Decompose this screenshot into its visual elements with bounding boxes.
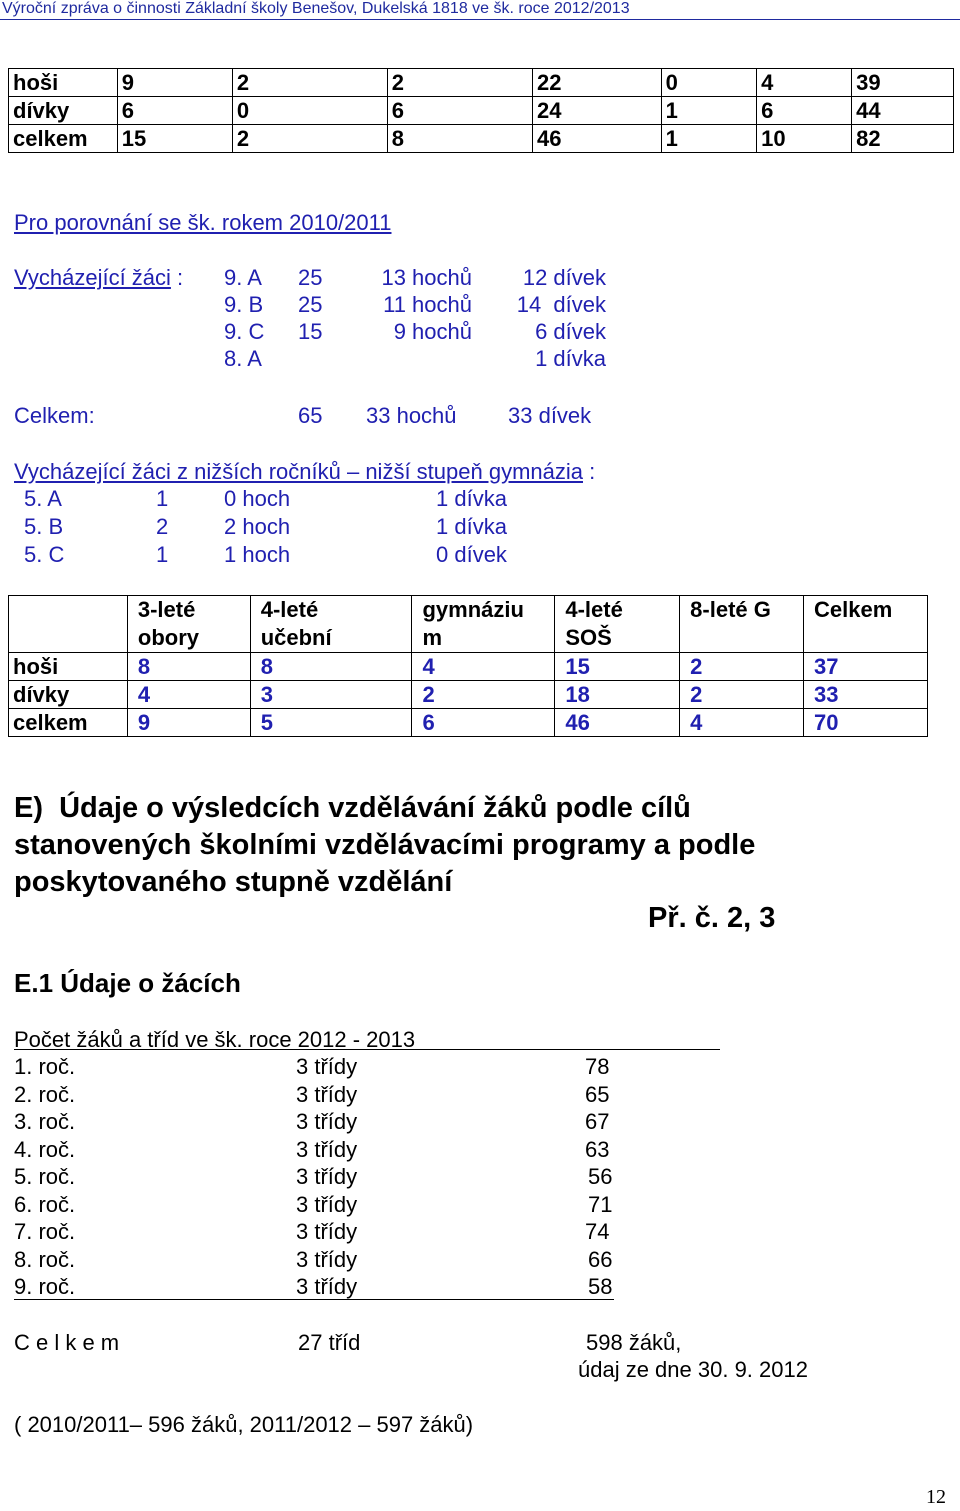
table-cell: 2 xyxy=(387,69,532,97)
table-cell: 4 xyxy=(127,681,250,709)
table-row xyxy=(9,709,928,737)
students-total-classes: 27 tříd xyxy=(298,1330,361,1355)
grade-count: 65 xyxy=(585,1081,610,1107)
lower-boys: 0 hoch xyxy=(224,486,291,511)
table-cell: 24 xyxy=(533,97,662,125)
lower-colon: : xyxy=(583,459,596,484)
students-total-label: C e l k e m xyxy=(14,1330,120,1355)
section-e-ref: Př. č. 2, 3 xyxy=(648,902,776,934)
grade-label: 5. roč. xyxy=(14,1164,76,1189)
table-header-cell xyxy=(9,596,128,653)
comparison-boys: 11 hochů xyxy=(383,292,472,317)
grade-count: 71 xyxy=(588,1191,613,1217)
comparison-total-label: Celkem: xyxy=(14,403,95,428)
table-header-cell: 8-leté G xyxy=(680,596,804,653)
comparison-count: 25 xyxy=(298,265,323,290)
table-cell: 1 xyxy=(661,97,757,125)
grade-classes: 3 třídy xyxy=(296,1191,358,1217)
lower-class: 5. B xyxy=(24,514,64,539)
grade-count: 66 xyxy=(588,1246,613,1272)
grade-label: 8. roč. xyxy=(14,1246,76,1272)
table-row xyxy=(9,125,954,153)
table-cell: hoši xyxy=(9,653,128,681)
comparison-class: 9. C xyxy=(224,319,265,344)
table-header-cell: Celkem xyxy=(804,596,928,653)
lower-class: 5. C xyxy=(24,542,65,567)
table-cell: 15 xyxy=(555,653,680,681)
table-cell: 2 xyxy=(232,125,387,153)
grade-classes: 3 třídy xyxy=(296,1164,358,1189)
table-cell: 18 xyxy=(555,681,680,709)
grade-count: 56 xyxy=(588,1164,613,1189)
comparison-girls: 12 dívek xyxy=(522,265,606,290)
lower-class: 5. A xyxy=(24,486,62,511)
students-title-line xyxy=(14,1049,720,1050)
grade-label: 9. roč. xyxy=(14,1274,76,1299)
comparison-colon: : xyxy=(170,265,184,290)
table-header-cell: gymnáziu m xyxy=(412,596,555,653)
table-cell: 0 xyxy=(661,69,757,97)
table-cell: 33 xyxy=(804,681,928,709)
table-row xyxy=(9,97,954,125)
page-number: 12 xyxy=(926,1486,946,1508)
table-cell: 4 xyxy=(680,709,804,737)
grade-classes: 3 třídy xyxy=(296,1136,358,1162)
table-cell: 4 xyxy=(412,653,555,681)
table-cell: 44 xyxy=(852,97,954,125)
students-total-date: údaj ze dne 30. 9. 2012 xyxy=(578,1357,808,1382)
grade-classes: 3 třídy xyxy=(296,1081,358,1107)
grade-count: 67 xyxy=(585,1109,610,1134)
grade-label: 7. roč. xyxy=(14,1219,76,1244)
comparison-boys: 13 hochů xyxy=(381,265,472,290)
lower-girls: 1 dívka xyxy=(436,486,507,511)
lower-girls: 1 dívka xyxy=(436,514,507,539)
table-cell: 6 xyxy=(117,97,232,125)
table-cell: celkem xyxy=(9,709,128,737)
table-cell: 70 xyxy=(804,709,928,737)
comparison-label-row xyxy=(14,264,183,291)
table-cell: 2 xyxy=(412,681,555,709)
grade-classes: 3 třídy xyxy=(296,1109,358,1134)
lower-count: 1 xyxy=(156,486,169,511)
table-header-cell: 4-leté SOŠ xyxy=(555,596,680,653)
grade-label: 3. roč. xyxy=(14,1109,76,1134)
lower-title-row xyxy=(14,458,595,485)
table-cell: 0 xyxy=(232,97,387,125)
grade-classes: 3 třídy xyxy=(296,1246,358,1272)
table-cell: 46 xyxy=(555,709,680,737)
grade-count: 78 xyxy=(585,1054,610,1079)
comparison-title: Pro porovnání se šk. rokem 2010/2011 xyxy=(14,210,392,235)
table-cell: 9 xyxy=(127,709,250,737)
comparison-class: 8. A xyxy=(224,346,262,371)
table-cell: 6 xyxy=(387,97,532,125)
table-cell: 3 xyxy=(250,681,412,709)
table-cell: 22 xyxy=(533,69,662,97)
table-cell: 9 xyxy=(117,69,232,97)
table-cell: 2 xyxy=(680,653,804,681)
table-cell: 37 xyxy=(804,653,928,681)
table-cell: 8 xyxy=(250,653,412,681)
table-cell: 15 xyxy=(117,125,232,153)
students-last-line xyxy=(14,1299,614,1300)
table-cell: 46 xyxy=(533,125,662,153)
table-cell: dívky xyxy=(9,97,118,125)
section-e1-heading: E.1 Údaje o žácích xyxy=(14,968,241,998)
document-header: Výroční zpráva o činnosti Základní školy Benešov, Dukelská 1818 ve šk. roce 2012/2013 xyxy=(0,0,960,20)
table-cell: 5 xyxy=(250,709,412,737)
table-row xyxy=(9,653,928,681)
table-cell: celkem xyxy=(9,125,118,153)
comparison-count: 15 xyxy=(298,319,323,344)
comparison-total-boys: 33 hochů xyxy=(366,403,457,428)
students-total-count: 598 žáků, xyxy=(586,1330,682,1355)
grade-classes: 3 třídy xyxy=(296,1054,358,1079)
table-cell: 2 xyxy=(680,681,804,709)
section-e-heading: E) Údaje o výsledcích vzdělávání žáků podle cílů stanovených školními vzdělávacími programy a podle poskytovaného stupně vzdělání xyxy=(14,792,756,898)
students-leaving-table xyxy=(8,68,954,153)
comparison-girls: 14 dívek xyxy=(516,292,606,317)
comparison-total-girls: 33 dívek xyxy=(508,403,592,428)
comparison-girls: 6 dívek xyxy=(535,319,606,344)
students-history-note: ( 2010/2011– 596 žáků, 2011/2012 – 597 žáků) xyxy=(14,1412,474,1437)
grade-classes: 3 třídy xyxy=(296,1274,358,1299)
graduates-destination-table xyxy=(8,595,928,737)
grade-classes: 3 třídy xyxy=(296,1219,358,1244)
comparison-class: 9. B xyxy=(224,292,264,317)
comparison-label: Vycházející žáci xyxy=(14,265,171,290)
table-cell: 2 xyxy=(232,69,387,97)
lower-title: Vycházející žáci z nižších ročníků – nižší stupeň gymnázia xyxy=(14,459,583,484)
comparison-count: 25 xyxy=(298,292,323,317)
grade-count: 63 xyxy=(585,1136,610,1162)
table-cell: 4 xyxy=(757,69,852,97)
grade-count: 58 xyxy=(588,1274,613,1299)
table-cell: 10 xyxy=(757,125,852,153)
comparison-total-n: 65 xyxy=(298,403,323,428)
table-cell: 8 xyxy=(387,125,532,153)
table-row xyxy=(9,69,954,97)
table-cell: 6 xyxy=(757,97,852,125)
table-header-row xyxy=(9,596,928,653)
grade-label: 4. roč. xyxy=(14,1136,76,1162)
comparison-class: 9. A xyxy=(224,265,262,290)
grade-label: 2. roč. xyxy=(14,1081,76,1107)
lower-count: 1 xyxy=(156,542,169,567)
table-cell: 39 xyxy=(852,69,954,97)
grade-label: 1. roč. xyxy=(14,1054,76,1079)
students-title: Počet žáků a tříd ve šk. roce 2012 - 2013 xyxy=(14,1027,416,1052)
table-cell: 82 xyxy=(852,125,954,153)
lower-count: 2 xyxy=(156,514,169,539)
grade-count: 74 xyxy=(585,1219,610,1244)
comparison-girls: 1 dívka xyxy=(535,346,606,371)
table-cell: 1 xyxy=(661,125,757,153)
table-cell: dívky xyxy=(9,681,128,709)
lower-boys: 2 hoch xyxy=(224,514,291,539)
table-header-cell: 4-leté učební xyxy=(250,596,412,653)
table-cell: 6 xyxy=(412,709,555,737)
table-cell: hoši xyxy=(9,69,118,97)
grade-label: 6. roč. xyxy=(14,1191,76,1217)
lower-girls: 0 dívek xyxy=(436,542,507,567)
table-cell: 8 xyxy=(127,653,250,681)
comparison-boys: 9 hochů xyxy=(393,319,472,344)
lower-boys: 1 hoch xyxy=(224,542,291,567)
table-row xyxy=(9,681,928,709)
table-header-cell: 3-leté obory xyxy=(127,596,250,653)
